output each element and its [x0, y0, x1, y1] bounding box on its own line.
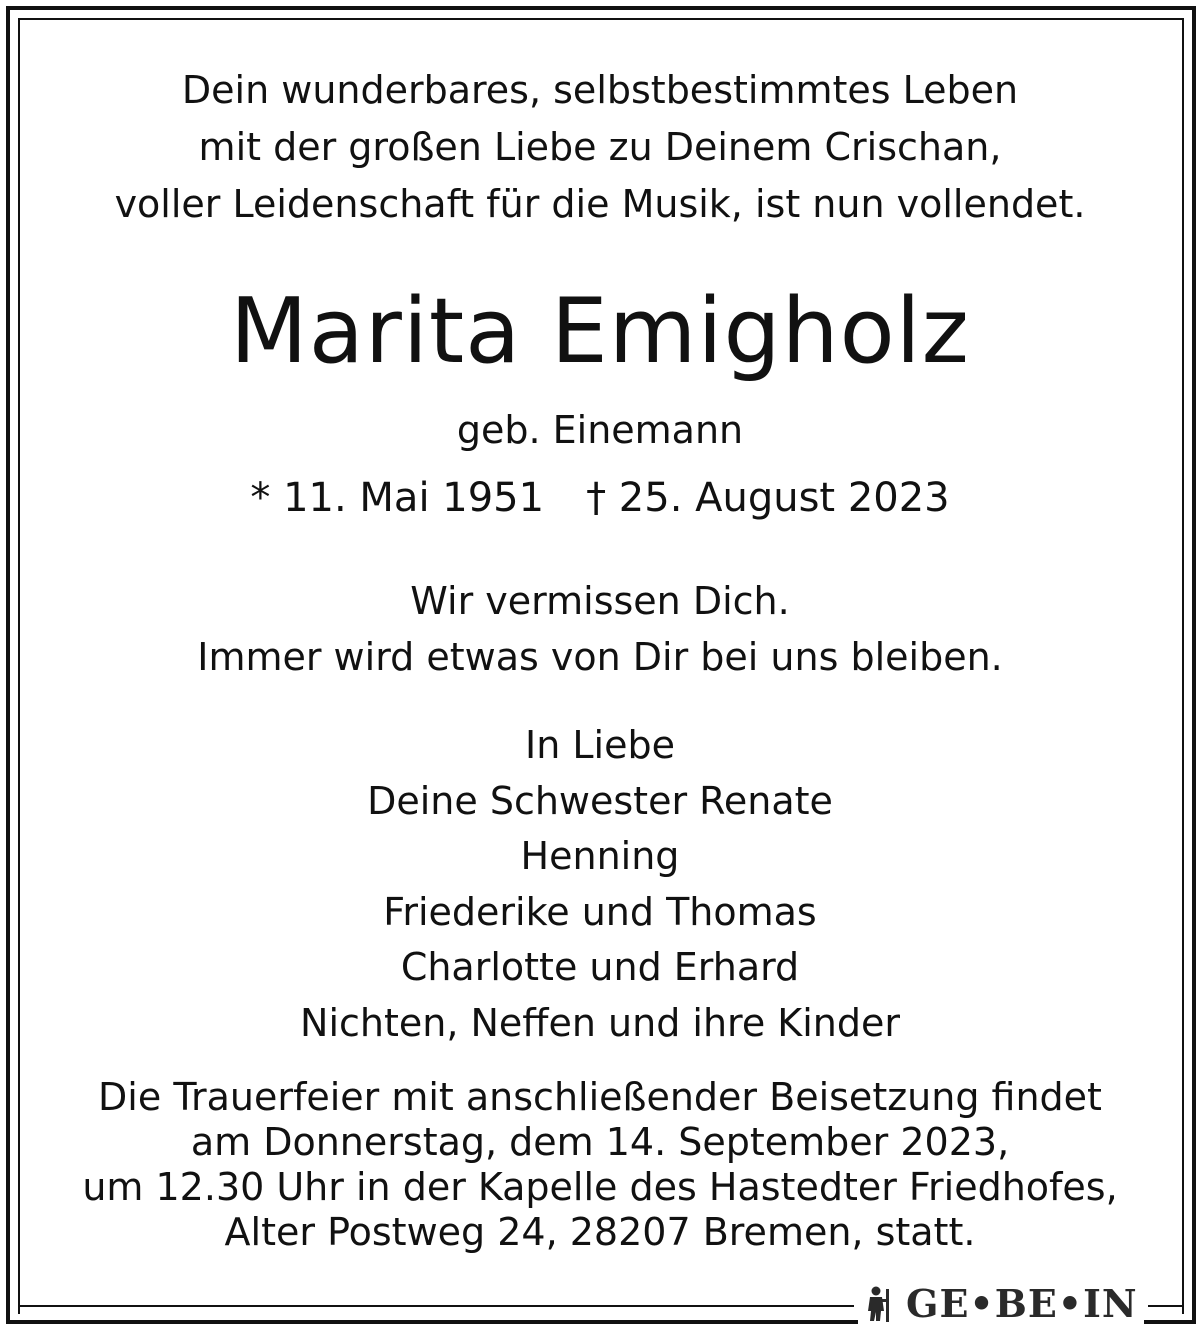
signer-line: Henning: [520, 834, 680, 878]
signer-line: Friederike und Thomas: [383, 889, 817, 934]
inner-border-bottom-right: [1148, 1305, 1182, 1307]
signer-line: Charlotte und Erhard: [400, 945, 800, 989]
publisher-logo: [858, 1282, 1144, 1326]
inner-border-bottom-left: [18, 1305, 854, 1307]
signer-line: Deine Schwester Renate: [367, 778, 833, 823]
signers-list: [30, 718, 1170, 1051]
remembrance-line: Immer wird etwas von Dir bei uns bleiben.: [197, 635, 1003, 679]
maiden-name: geb. Einemann: [456, 408, 744, 452]
maiden-name-block: [30, 405, 1170, 455]
intro-line: mit der großen Liebe zu Deinem Crischan,: [198, 125, 1002, 169]
deceased-name-block: [30, 278, 1170, 386]
intro-line: Dein wunderbares, selbstbestimmtes Leben: [181, 68, 1019, 112]
funeral-service-info: [30, 1075, 1170, 1255]
signer-line: Nichten, Neffen und ihre Kinder: [300, 1000, 900, 1045]
service-line: um 12.30 Uhr in der Kapelle des Hastedter Friedhofes,: [82, 1165, 1118, 1209]
logo-text: GE•BE•IN: [906, 1281, 1138, 1326]
death-date: † 25. August 2023: [586, 475, 950, 521]
pilgrim-figure-icon: [862, 1285, 898, 1323]
signer-line: In Liebe: [525, 723, 675, 767]
life-dates: [30, 471, 1170, 525]
remembrance-text: [30, 573, 1170, 685]
service-line: am Donnerstag, dem 14. September 2023,: [190, 1120, 1010, 1164]
birth-date: * 11. Mai 1951: [250, 475, 545, 521]
service-line: Die Trauerfeier mit anschließender Beisetzung findet: [98, 1075, 1102, 1119]
remembrance-line: Wir vermissen Dich.: [410, 579, 790, 623]
intro-verse: [30, 62, 1170, 233]
deceased-name: Marita Emigholz: [230, 279, 970, 384]
service-line: Alter Postweg 24, 28207 Bremen, statt.: [224, 1210, 976, 1254]
intro-line: voller Leidenschaft für die Musik, ist nun vollendet.: [114, 182, 1086, 226]
